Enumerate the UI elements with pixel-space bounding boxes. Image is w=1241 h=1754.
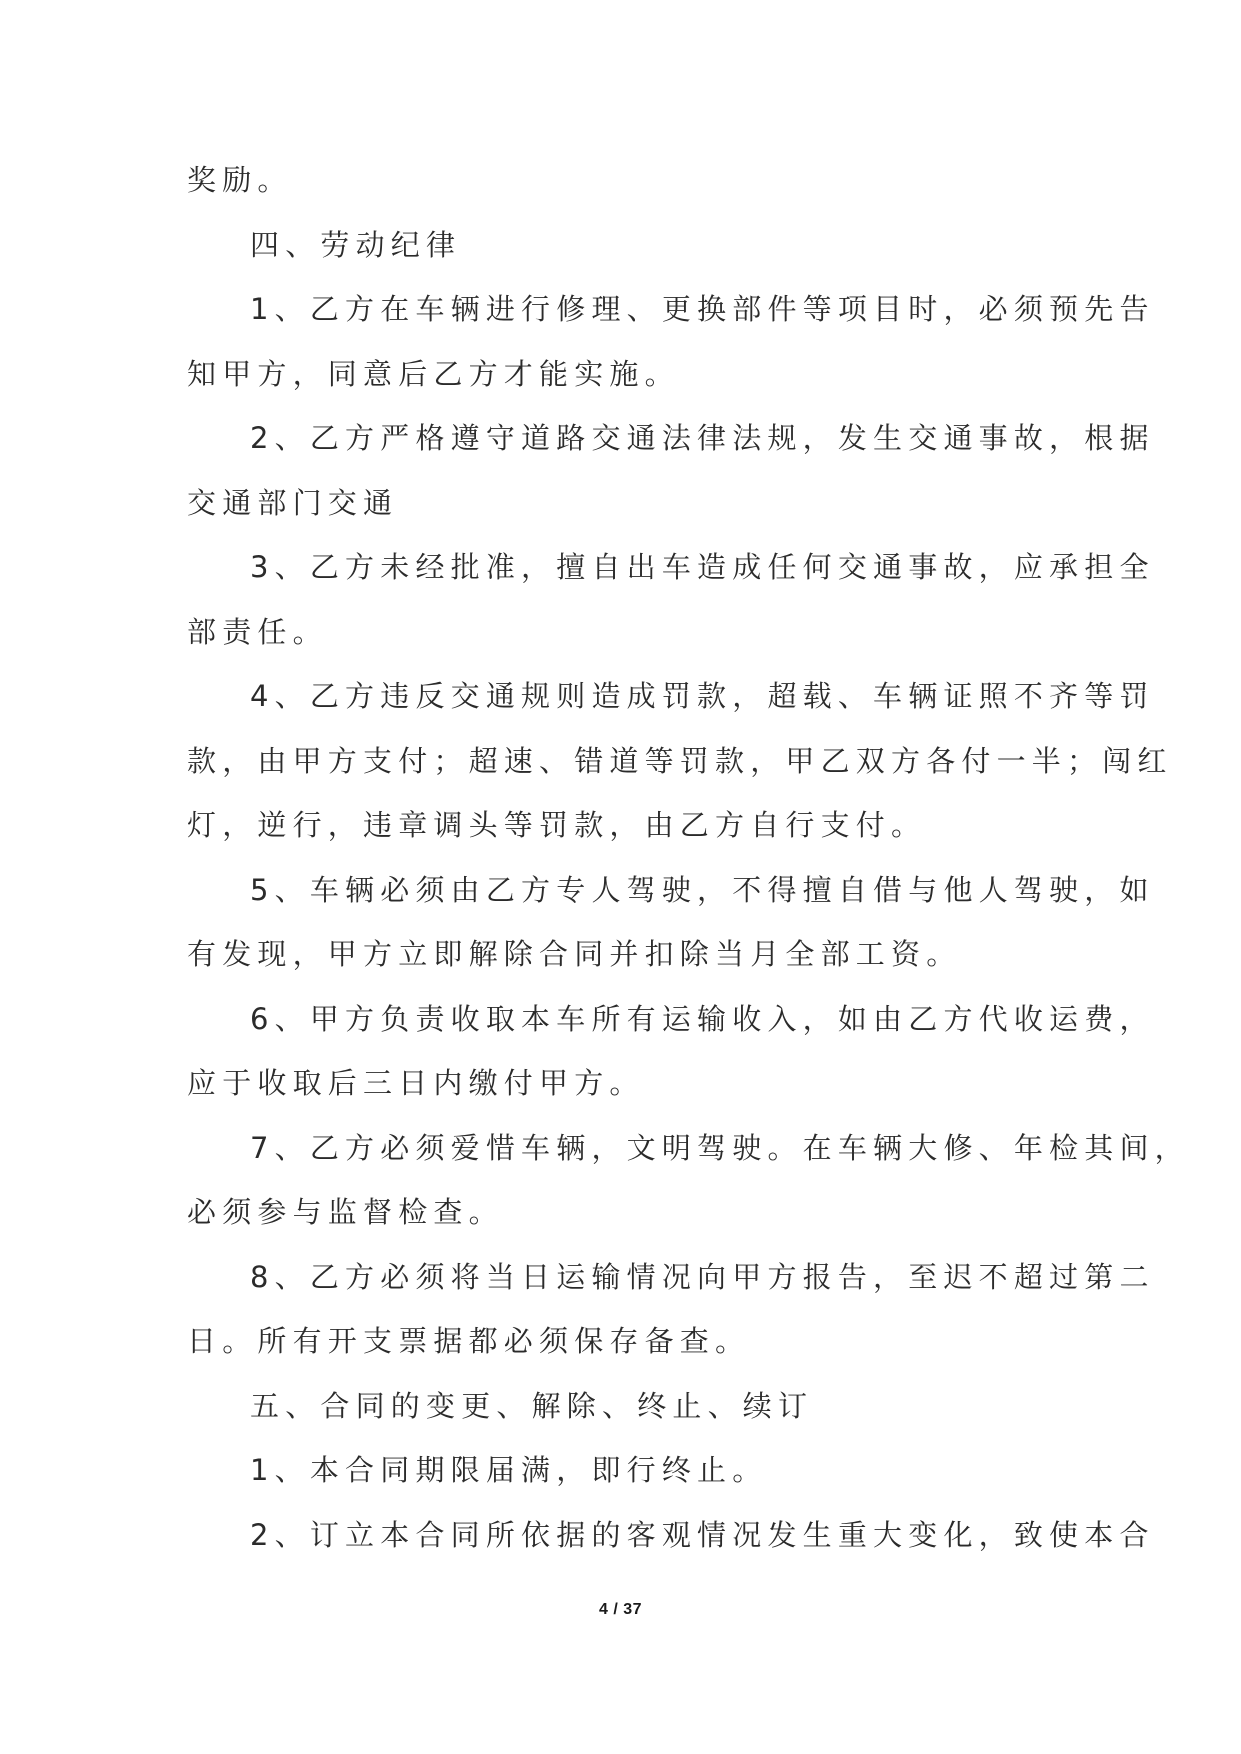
text-line: 4、乙方违反交通规则造成罚款，超载、车辆证照不齐等罚 xyxy=(250,679,1155,713)
text-line: 部责任。 xyxy=(187,614,328,649)
text-line: 五、合同的变更、解除、终止、续订 xyxy=(250,1388,814,1423)
text-line: 5、车辆必须由乙方专人驾驶，不得擅自借与他人驾驶，如 xyxy=(250,872,1155,907)
text-line: 2、订立本合同所依据的客观情况发生重大变化，致使本合 xyxy=(250,1517,1155,1552)
text-line: 8、乙方必须将当日运输情况向甲方报告，至迟不超过第二 xyxy=(250,1259,1155,1294)
text-line: 交通部门交通 xyxy=(187,485,399,520)
text-line: 6、甲方负责收取本车所有运输收入，如由乙方代收运费， xyxy=(250,1001,1155,1036)
text-line: 奖励。 xyxy=(187,163,293,197)
text-line: 知甲方，同意后乙方才能实施。 xyxy=(187,356,680,391)
text-line: 1、本合同期限届满，即行终止。 xyxy=(250,1453,768,1487)
document-body xyxy=(187,148,1190,1567)
text-line: 1、乙方在车辆进行修理、更换部件等项目时，必须预先告 xyxy=(250,292,1155,326)
page-number: 4 / 37 xyxy=(598,1601,643,1618)
text-line: 四、劳动纪律 xyxy=(250,227,462,262)
text-line: 日。所有开支票据都必须保存备查。 xyxy=(187,1324,751,1358)
text-line: 3、乙方未经批准，擅自出车造成任何交通事故，应承担全 xyxy=(250,550,1155,584)
text-line: 应于收取后三日内缴付甲方。 xyxy=(187,1066,645,1100)
text-line: 2、乙方严格遵守道路交通法律法规，发生交通事故，根据 xyxy=(250,421,1155,455)
text-line: 7、乙方必须爱惜车辆，文明驾驶。在车辆大修、年检其间， xyxy=(250,1130,1190,1165)
text-line: 灯，逆行，违章调头等罚款，由乙方自行支付。 xyxy=(187,808,927,842)
text-line: 款，由甲方支付；超速、错道等罚款，甲乙双方各付一半；闯红 xyxy=(187,743,1173,778)
text-line: 必须参与监督检查。 xyxy=(187,1195,504,1229)
text-line: 有发现，甲方立即解除合同并扣除当月全部工资。 xyxy=(187,937,962,971)
